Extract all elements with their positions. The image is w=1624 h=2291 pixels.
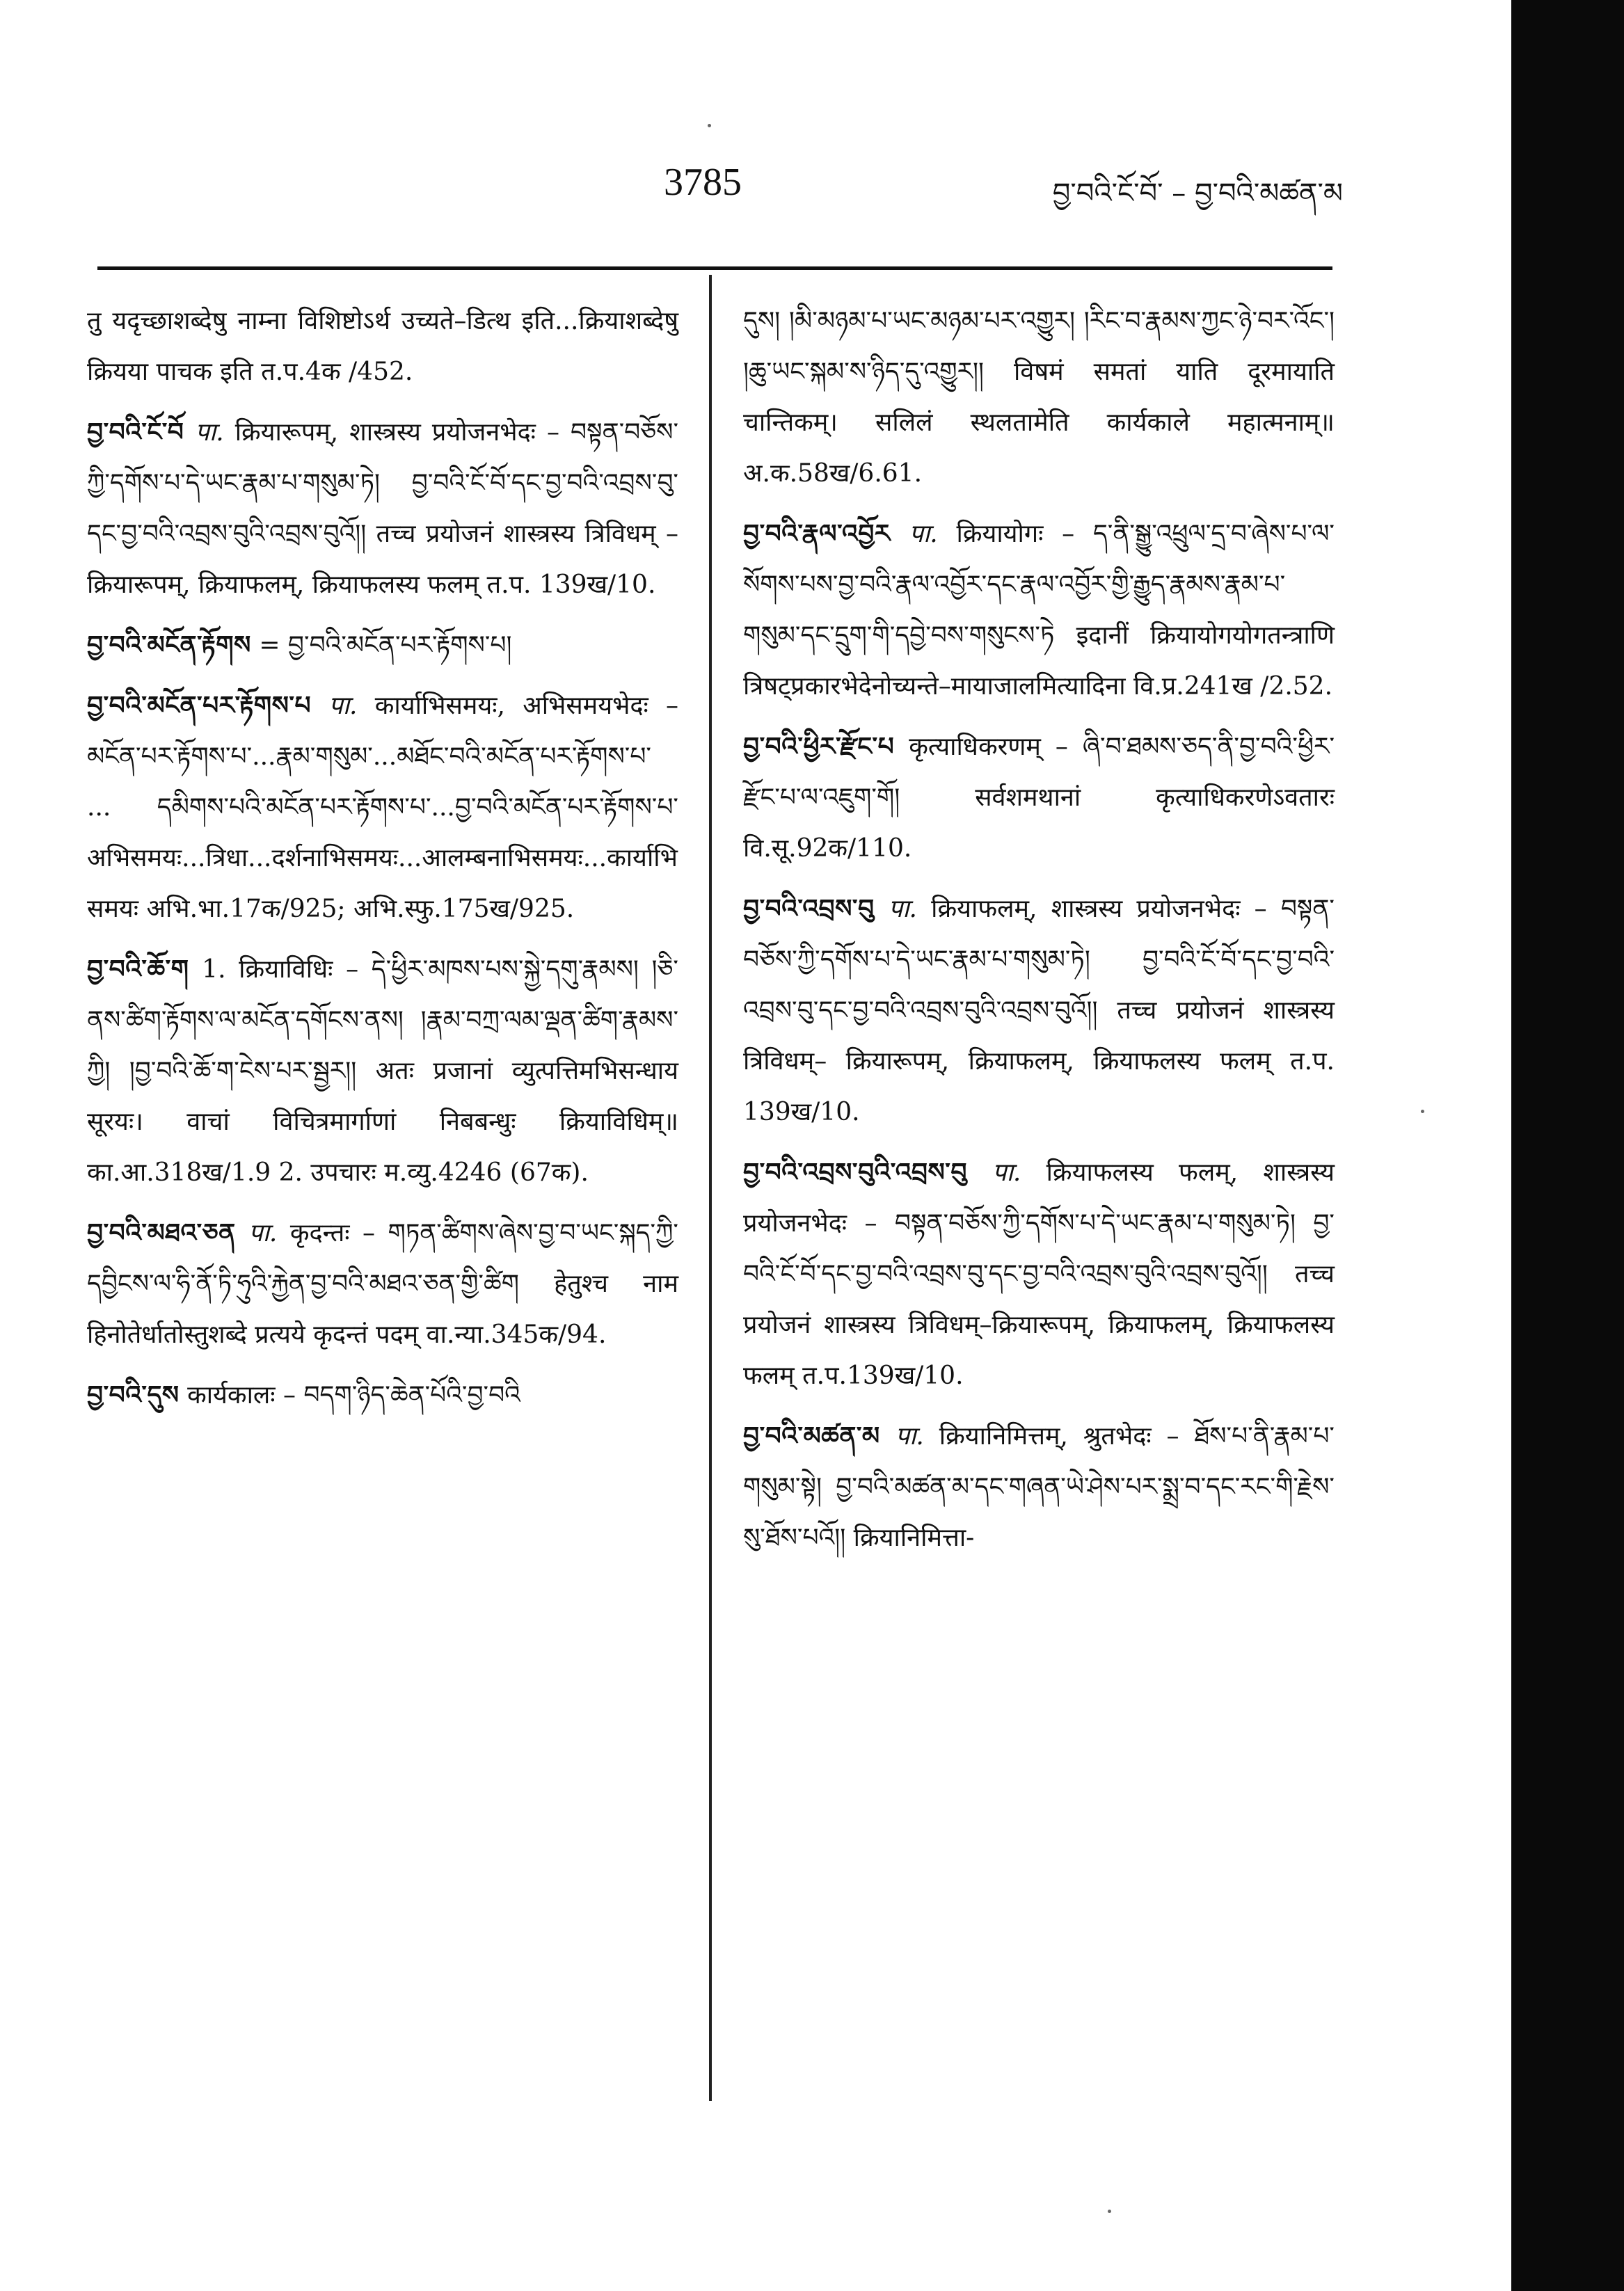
entry-definition: तु यदृच्छाशब्देषु नाम्ना विशिष्टोऽर्थ उच्यते–डित्थ इति...क्रियाशब्देषु क्रियया पाचक इति त.प.4क /452. — [87, 307, 678, 386]
entry-grammar-tag: पा. — [992, 1158, 1021, 1187]
entry-definition: क्रियारूपम्, शास्त्रस्य प्रयोजनभेदः – བསྟན་བཅོས་ཀྱི་དགོས་པ་དེ་ཡང་རྣམ་པ་གསུམ་ཏེ། བྱ་བའི་ངོ་བོ་དང་བྱ་བའི་འབྲས་བུ་དང་བྱ་བའི་འབྲས་བུའི་འབྲས་བུའོ།། तच्च प्रयोजनं शास्त्रस्य त्रिविधम् – क्रियारूपम्, क्रियाफलम्, क्रियाफलस्य फलम् त.प. 139ख/10. — [87, 418, 679, 599]
entry-definition: क्रियानिमित्तम्, श्रुतभेदः – ཐོས་པ་ནི་རྣམ་པ་གསུམ་སྟེ། བྱ་བའི་མཚན་མ་དང་གཞན་ཡེ་ཤེས་པར་སྨྲ་བ་དང་རང་གི་རྗེས་སུ་ཐོས་པའོ།། क्रियानिमित्ता- — [743, 1422, 1335, 1552]
entry-definition: དུས། །མི་མཉམ་པ་ཡང་མཉམ་པར་འགྱུར། །རིང་བ་རྣམས་ཀྱང་ཉེ་བར་འོང་། །ཆུ་ཡང་སྐམ་ས་ཉིད་དུ་འགྱུར།། विषमं समतां याति दूरमायाति चान्तिकम्। सलिलं स्थलतामेति कार्यकाले महात्मनाम्॥ अ.क.58ख/6.61. — [743, 307, 1335, 488]
entry-headword: བྱ་བའི་དུས — [87, 1380, 180, 1410]
entry-headword: བྱ་བའི་ཕྱིར་རྫོང་པ — [743, 732, 895, 761]
entry-grammar-tag: पा. — [888, 895, 917, 923]
entry-definition: क्रियाफलस्य फलम्, शास्त्रस्य प्रयोजनभेदः – བསྟན་བཅོས་ཀྱི་དགོས་པ་དེ་ཡང་རྣམ་པ་གསུམ་ཏེ། བྱ་བའི་ངོ་བོ་དང་བྱ་བའི་འབྲས་བུ་དང་བྱ་བའི་འབྲས་བུའི་འབྲས་བུའོ།། तच्च प्रयोजनं शास्त्रस्य त्रिविधम्–क्रियारूपम्, क्रियाफलम्, क्रियाफलस्य फलम् त.प.139ख/10. — [743, 1158, 1335, 1390]
entry-definition: क्रियायोगः – ད་ནི་སྒྱུ་འཕྲུལ་དྲ་བ་ཞེས་པ་ལ་སོགས་པས་བྱ་བའི་རྣལ་འབྱོར་དང་རྣལ་འབྱོར་གྱི་རྒྱུད་རྣམས་རྣམ་པ་གསུམ་དང་དྲུག་གི་དབྱེ་བས་གསུངས་ཏེ इदानीं क्रियायोगयोगतन्त्राणि त्रिषट्प्रकारभेदेनोच्यन्ते–मायाजालमित्यादिना वि.प्र.241ख /2.52. — [743, 520, 1335, 701]
scan-speck — [708, 124, 711, 127]
scan-margin-shadow — [1511, 0, 1624, 2291]
scan-speck — [1108, 2210, 1111, 2213]
left-column — [87, 296, 678, 1430]
dictionary-entry — [87, 1370, 678, 1421]
dictionary-entry — [743, 1147, 1335, 1401]
entry-definition: कृदन्तः – གཏན་ཚིགས་ཞེས་བྱ་བ་ཡང་སྐད་ཀྱི་དབྱིངས་ལ་ཧི་ནོ་ཏི་ཧུའི་རྐྱེན་བྱ་བའི་མཐའ་ཅན་གྱི་ཚིག हेतुश्च नाम हिनोतेर्धातोस्तुशब्दे प्रत्यये कृदन्तं पदम् वा.न्या.345क/94. — [87, 1219, 678, 1349]
entry-definition: कार्यकालः – བདག་ཉིད་ཆེན་པོའི་བྱ་བའི — [187, 1381, 520, 1410]
scan-speck — [1421, 1110, 1424, 1113]
dictionary-entry — [743, 721, 1335, 874]
entry-grammar-tag: पा. — [248, 1219, 278, 1247]
dictionary-entry — [87, 407, 678, 610]
page-number: 3785 — [664, 161, 742, 204]
running-head: བྱ་བའི་ངོ་བོ་ – བྱ་བའི་མཚན་མ — [1052, 177, 1343, 209]
entry-headword: བྱ་བའི་མངོན་རྟོགས — [87, 630, 251, 660]
dictionary-entry — [743, 884, 1335, 1137]
entry-grammar-tag: पा. — [328, 692, 358, 720]
entry-headword: བྱ་བའི་འབྲས་བུ — [743, 894, 875, 923]
entry-definition: क्रियाफलम्, शास्त्रस्य प्रयोजनभेदः – བསྟན་བཅོས་ཀྱི་དགོས་པ་དེ་ཡང་རྣམ་པ་གསུམ་ཏེ། བྱ་བའི་ངོ་བོ་དང་བྱ་བའི་འབྲས་བུ་དང་བྱ་བའི་འབྲས་བུའི་འབྲས་བུའོ།། तच्च प्रयोजनं शास्त्रस्य त्रिविधम्– क्रियारूपम्, क्रियाफलम्, क्रियाफलस्य फलम् त.प. 139ख/10. — [743, 895, 1335, 1126]
dictionary-entry — [743, 296, 1335, 499]
entry-grammar-tag: पा. — [909, 520, 938, 548]
dictionary-entry — [743, 1411, 1335, 1563]
entry-headword: བྱ་བའི་ཆོ་ག — [87, 955, 189, 984]
dictionary-entry — [743, 509, 1335, 712]
dictionary-entry — [87, 944, 678, 1198]
dictionary-entry — [87, 1208, 678, 1360]
entry-definition: कृत्याधिकरणम् – ཞི་བ་ཐམས་ཅད་ནི་བྱ་བའི་ཕྱིར་རྫོང་པ་ལ་འཇུག་གོ། सर्वशमथानां कृत्याधिकरणेऽवतारः वि.सू.92क/110. — [743, 733, 1335, 863]
entry-headword: བྱ་བའི་འབྲས་བུའི་འབྲས་བུ — [743, 1158, 967, 1187]
entry-definition: = བྱ་བའི་མངོན་པར་རྟོགས་པ། — [259, 631, 512, 660]
header-rule — [97, 266, 1332, 270]
dictionary-entry — [87, 620, 678, 671]
entry-grammar-tag: पा. — [895, 1422, 924, 1451]
entry-headword: བྱ་བའི་རྣལ་འབྱོར — [743, 519, 891, 548]
dictionary-entry — [87, 680, 678, 934]
column-divider — [709, 275, 712, 2101]
entry-definition: कार्याभिसमयः, अभिसमयभेदः – མངོན་པར་རྟོགས་པ་...རྣམ་གསུམ་...མཐོང་བའི་མངོན་པར་རྟོགས་པ་ ... དམིགས་པའི་མངོན་པར་རྟོགས་པ་...བྱ་བའི་མངོན་པར་རྟོགས་པ་ अभिसमयः...त्रिधा...दर्शनाभिसमयः...आलम्बनाभिसमयः...कार्याभिसमयः अभि.भा.17क/925; अभि.स्फु.175ख/925. — [87, 692, 678, 923]
entry-headword: བྱ་བའི་ངོ་བོ — [87, 417, 184, 447]
dictionary-entry — [87, 296, 678, 397]
entry-definition: 1. क्रियाविधिः – དེ་ཕྱིར་མཁས་པས་སྐྱེ་དགུ་རྣམས། །ཅི་ནས་ཚིག་རྟོགས་ལ་མངོན་དགོངས་ནས། །རྣམ་བཀྲ་ལམ་ལྡན་ཚིག་རྣམས་ཀྱི། །བྱ་བའི་ཆོ་ག་ངེས་པར་སྦྱར།། अतः प्रजानां व्युत्पत्तिमभिसन्धाय सूरयः। वाचां विचित्रमार्गाणां निबबन्धुः क्रियाविधिम्॥ का.आ.318ख/1.9 2. उपचारः म.व्यु.4246 (67क). — [87, 955, 678, 1187]
entry-headword: བྱ་བའི་མཚན་མ — [743, 1421, 880, 1451]
entry-grammar-tag: पा. — [195, 418, 224, 447]
right-column — [743, 296, 1335, 1573]
entry-headword: བྱ་བའི་མཐའ་ཅན — [87, 1218, 236, 1247]
entry-headword: བྱ་བའི་མངོན་པར་རྟོགས་པ — [87, 691, 312, 720]
